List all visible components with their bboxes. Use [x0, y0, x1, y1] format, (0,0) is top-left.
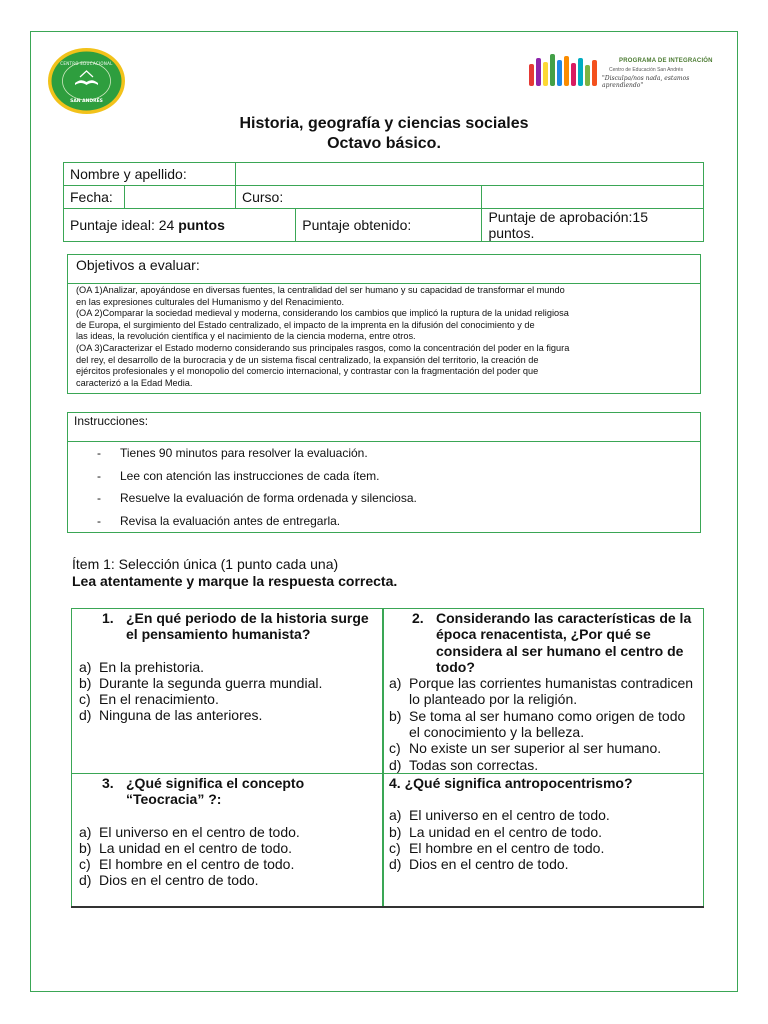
obtained-score-label: Puntaje obtenido: [296, 209, 482, 242]
option-text: El hombre en el centro de todo. [99, 856, 295, 873]
option-text: Durante la segunda guerra mundial. [99, 674, 323, 691]
table-row [64, 163, 704, 186]
option-letter: b) [79, 674, 92, 691]
question-text-line: ¿Qué significa el concepto [126, 775, 305, 791]
option-text: La unidad en el centro de todo. [99, 839, 293, 856]
list-item [68, 510, 700, 533]
option-letter: b) [389, 707, 402, 724]
objective-line: (OA 1)Analizar, apoyándose en diversas fuentes, la centralidad del ser humano y su capacidad de transformar el mundo [76, 285, 565, 295]
option-text: En la prehistoria. [99, 658, 205, 675]
svg-text:SAN ANDRÉS: SAN ANDRÉS [70, 99, 103, 104]
question-2-heading [389, 610, 701, 675]
item-title: Ítem 1: Selección única (1 punto cada una) [72, 556, 339, 572]
question-text [436, 610, 691, 675]
ideal-score-label [64, 209, 296, 242]
grid-line-horizontal [71, 773, 704, 774]
option-text: Todas son correctas. [409, 756, 539, 773]
option-letter: d) [79, 872, 92, 889]
date-field[interactable] [125, 186, 236, 209]
ideal-score-text: Puntaje ideal: 24 [70, 217, 179, 233]
objective-line: ejércitos profesionales y el monopolio del comercio internacional, y contrastar con la fragmentación del poder que [76, 366, 539, 377]
option-letter: c) [389, 839, 401, 856]
table-row [64, 186, 704, 209]
table-row [64, 209, 704, 242]
option-text: No existe un ser superior al ser humano. [409, 740, 662, 757]
option-letter: d) [389, 756, 402, 773]
grid-line-top [71, 608, 704, 609]
course-label: Curso: [236, 186, 482, 209]
page-subtitle: Octavo básico. [327, 135, 441, 152]
question-text-line: ¿En qué periodo de la historia surge [126, 610, 369, 626]
option-letter: a) [79, 823, 92, 840]
grid-line-right [703, 608, 704, 908]
course-field[interactable] [482, 186, 704, 209]
instruction-text: Revisa la evaluación antes de entregarla. [120, 513, 341, 528]
ideal-score-bold: puntos [178, 217, 225, 233]
option-text: El universo en el centro de todo. [409, 807, 610, 824]
bullet-dash: - [97, 513, 101, 528]
answer-option[interactable] [389, 675, 701, 708]
question-text [126, 775, 304, 808]
answer-option[interactable] [79, 840, 379, 856]
option-text: La unidad en el centro de todo. [409, 823, 603, 840]
option-text: Dios en el centro de todo. [99, 872, 259, 889]
list-item [68, 487, 700, 510]
question-text-line: todo? [436, 658, 475, 675]
answer-option[interactable] [79, 659, 379, 675]
objective-line: de Europa, el surgimiento del Estado centralizado, el impacto de la imprenta en la difusión del conocimiento y de [76, 319, 535, 330]
question-4-heading [389, 775, 701, 791]
answer-option[interactable] [389, 856, 701, 872]
question-text-line: “Teocracia” ?: [126, 791, 222, 808]
answer-option[interactable] [79, 872, 379, 888]
name-label: Nombre y apellido: [64, 163, 236, 186]
question-number: 1. [102, 610, 114, 626]
question-number: 2. [412, 610, 424, 626]
name-field[interactable] [236, 163, 704, 186]
question-text-line: Considerando las características de la [436, 610, 692, 626]
answer-option[interactable] [389, 708, 701, 741]
option-letter: b) [79, 839, 92, 856]
objective-line: del rey, el desarrollo de la burocracia y de un sistema fiscal centralizado, la expansión del territorio, la creación de [76, 354, 539, 365]
objective-line: (OA 2)Comparar la sociedad medieval y moderna, considerando los cambios que implicó la ruptura de la unidad religiosa [76, 308, 569, 319]
option-letter: a) [389, 675, 402, 692]
option-letter: c) [79, 856, 91, 873]
program-logo-title: PROGRAMA DE INTEGRACIÓN [619, 58, 713, 64]
answer-option[interactable] [389, 740, 701, 756]
objective-line: en las expresiones culturales del Humanismo y del Renacimiento. [76, 296, 345, 307]
program-logo-subtitle: Centro de Educación San Andrés [609, 67, 683, 73]
instructions-list [68, 442, 700, 532]
answer-option[interactable] [79, 707, 379, 723]
objectives-box [67, 254, 701, 394]
grid-line-bottom [71, 906, 704, 908]
option-text [409, 675, 693, 708]
instruction-text: Resuelve la evaluación de forma ordenada y silenciosa. [120, 491, 417, 505]
option-text-line: lo planteado por la religión. [409, 691, 578, 708]
answer-option[interactable] [79, 824, 379, 840]
approval-score-label: Puntaje de aprobación:15 puntos. [482, 209, 704, 242]
question-text-line: considera al ser humano el centro de [436, 642, 684, 659]
instruction-text: Lee con atención las instrucciones de cada ítem. [120, 468, 380, 483]
answer-option[interactable] [389, 824, 701, 840]
option-text-line: el conocimiento y la belleza. [409, 724, 585, 741]
list-item [68, 442, 700, 465]
answer-option[interactable] [389, 840, 701, 856]
svg-text:CENTRO EDUCACIONAL: CENTRO EDUCACIONAL [60, 61, 113, 66]
list-item [68, 465, 700, 488]
objective-line: las ideas, la revolución científica y el nacimiento de la ciencia moderna, entre otros. [76, 331, 416, 342]
item-instructions: Lea atentamente y marque la respuesta correcta. [72, 573, 398, 589]
raised-hands-icon [527, 50, 607, 90]
date-label: Fecha: [64, 186, 125, 209]
option-text: El hombre en el centro de todo. [409, 839, 605, 856]
bullet-dash: - [97, 468, 101, 483]
option-text: En el renacimiento. [99, 691, 219, 708]
question-text [126, 610, 369, 643]
school-crest-icon [47, 47, 126, 115]
option-letter: d) [79, 707, 92, 724]
instructions-box [67, 412, 701, 533]
question-text-line: el pensamiento humanista? [126, 626, 311, 643]
question-1 [79, 610, 379, 724]
objectives-heading: Objetivos a evaluar: [68, 255, 700, 284]
answer-option[interactable] [79, 691, 379, 707]
objective-line: (OA 3)Caracterizar el Estado moderno considerando sus principales rasgos, como la concentración del poder en la figura [76, 342, 570, 353]
option-text-line: Se toma al ser humano como origen de todo [409, 707, 686, 724]
questions-grid [71, 608, 704, 908]
question-number: 3. [102, 775, 114, 791]
option-letter: a) [79, 658, 92, 675]
option-letter: a) [389, 807, 402, 824]
answer-option[interactable] [389, 807, 701, 823]
question-number: 4. [389, 775, 401, 791]
student-info-table [63, 162, 704, 242]
option-text: Dios en el centro de todo. [409, 856, 569, 873]
grid-line-left [71, 608, 72, 908]
question-text-line: época renacentista, ¿Por qué se [436, 626, 651, 643]
program-logo-motto: "Disculpa/nos nada, estamos aprendiendo" [602, 75, 690, 89]
page-title: Historia, geografía y ciencias sociales [239, 115, 529, 132]
option-text [409, 708, 685, 741]
question-text: ¿Qué significa antropocentrismo? [404, 775, 633, 791]
option-text: Ninguna de las anteriores. [99, 707, 263, 724]
option-text: El universo en el centro de todo. [99, 823, 300, 840]
option-letter: c) [389, 740, 401, 757]
question-3 [79, 775, 379, 889]
program-logo [527, 50, 727, 90]
grid-line-middle [382, 608, 384, 908]
answer-option[interactable] [79, 675, 379, 691]
answer-option[interactable] [79, 856, 379, 872]
objectives-text [68, 284, 700, 389]
option-letter: b) [389, 823, 402, 840]
bullet-dash: - [97, 491, 101, 505]
option-text-line: Porque las corrientes humanistas contradicen [409, 675, 694, 692]
answer-option[interactable] [389, 757, 701, 773]
question-3-heading [79, 775, 379, 808]
question-4 [389, 775, 701, 872]
question-2 [389, 610, 701, 773]
instructions-heading: Instrucciones: [68, 413, 700, 442]
option-letter: d) [389, 856, 402, 873]
objective-line: caracterizó a la Edad Media. [76, 377, 193, 388]
bullet-dash: - [97, 446, 101, 460]
option-letter: c) [79, 691, 91, 708]
instruction-text: Tienes 90 minutos para resolver la evaluación. [120, 446, 368, 460]
question-1-heading [79, 610, 379, 643]
